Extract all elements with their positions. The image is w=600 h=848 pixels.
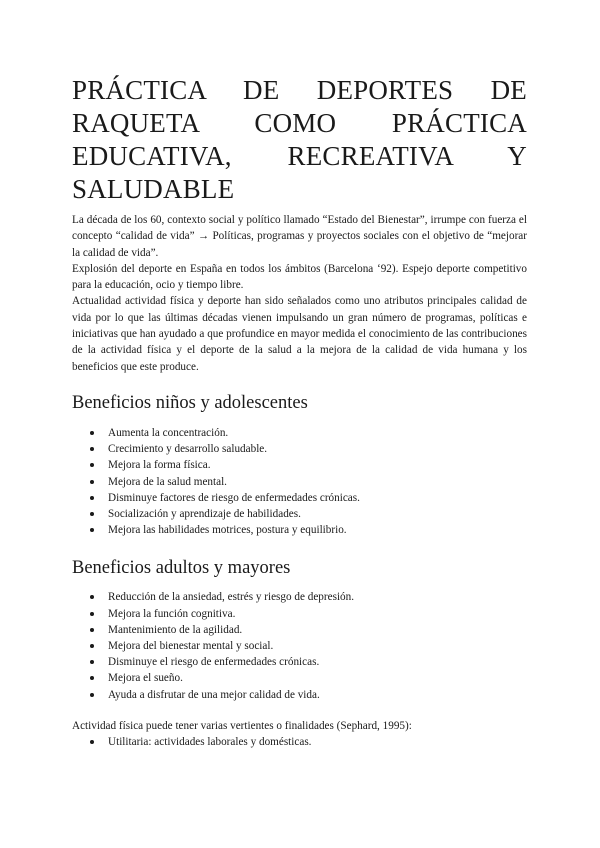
list-item: Socialización y aprendizaje de habilidades. (90, 506, 527, 522)
list-item: Mejora la forma física. (90, 457, 527, 473)
benefits-adults-list (72, 589, 527, 702)
list-item: Utilitaria: actividades laborales y domésticas. (90, 734, 527, 750)
list-item: Disminuye el riesgo de enfermedades crónicas. (90, 654, 527, 670)
list-item: Mejora del bienestar mental y social. (90, 638, 527, 654)
list-item: Reducción de la ansiedad, estrés y riesgo de depresión. (90, 589, 527, 605)
list-item: Mejora el sueño. (90, 670, 527, 686)
list-item: Mejora la función cognitiva. (90, 606, 527, 622)
document-title: PRÁCTICA DE DEPORTES DE RAQUETA COMO PRÁCTICA EDUCATIVA, RECREATIVA Y SALUDABLE (72, 75, 527, 204)
list-item: Aumenta la concentración. (90, 425, 527, 441)
closing-list (72, 734, 527, 750)
section-heading-children: Beneficios niños y adolescentes (72, 392, 308, 413)
benefits-children-list (72, 425, 527, 538)
document-page (72, 74, 527, 750)
closing-paragraph: Actividad física puede tener varias vertientes o finalidades (Sephard, 1995): (72, 719, 412, 732)
list-item: Ayuda a disfrutar de una mejor calidad de vida. (90, 687, 527, 703)
section-heading-adults: Beneficios adultos y mayores (72, 558, 291, 579)
list-item: Mejora de la salud mental. (90, 474, 527, 490)
list-item: Mantenimiento de la agilidad. (90, 622, 527, 638)
list-item: Mejora las habilidades motrices, postura y equilibrio. (90, 522, 527, 538)
intro-paragraph: Actualidad actividad física y deporte han sido señalados como uno atributos principales calidad de vida por lo que las últimas décadas vienen impulsando un gran número de programas, políticas e iniciativas que han ayudado a que profundice en mayor medida el conocimiento de las contribuciones de la actividad física y el deporte de la salud a la mejora de la calidad de vida humana y los beneficios que este produce. (72, 295, 527, 373)
intro-paragraph: Explosión del deporte en España en todos los ámbitos (Barcelona ‘92). Espejo deporte competitivo para la educación, ocio y tiempo libre. (72, 262, 527, 292)
list-item: Disminuye factores de riesgo de enfermedades crónicas. (90, 490, 527, 506)
intro-paragraph: La década de los 60, contexto social y político llamado “Estado del Bienestar”, irrumpe con fuerza el concepto “calidad de vida” → Políticas, programas y proyectos sociales con el objetivo de “mejorar la calidad de vida”. (72, 214, 527, 259)
list-item: Crecimiento y desarrollo saludable. (90, 441, 527, 457)
